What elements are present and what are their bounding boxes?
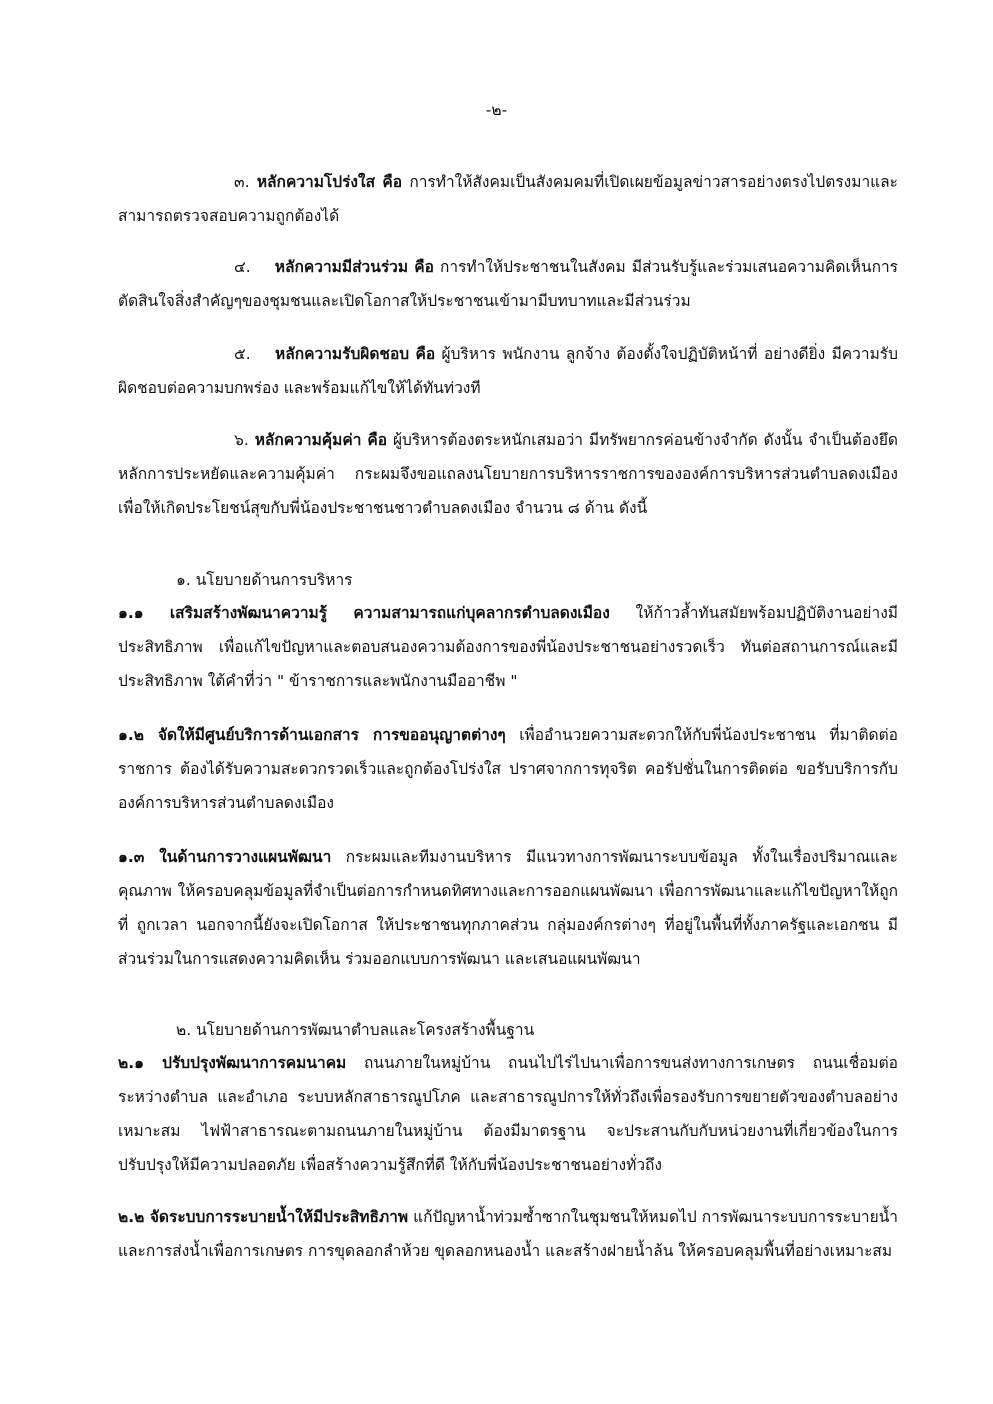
item-text: เพื่ออำนวยความสะดวกให้กับพี่น้องประชาชน ที่มาติดต่อราชการ ต้องได้รับความสะดวกรวดเร็วและถูกต้องโปร่งใส ปราศจากการทุจริต คอรัปชั่นในการติดต่อ ขอรับบริการกับองค์การบริหารส่วนตำบลดงเมือง: [118, 726, 898, 812]
item-title: ๒.๒ จัดระบบการระบายน้ำให้มีประสิทธิภาพ: [118, 1208, 409, 1226]
section-1-heading: ๑. นโยบายด้านการบริหาร: [176, 571, 353, 589]
section-2-item-2: [118, 1200, 898, 1268]
item-title: ๑.๒ จัดให้มีศูนย์บริการด้านเอกสาร การขออนุญาตต่างๆ: [118, 726, 506, 744]
section-2-heading: ๒. นโยบายด้านการพัฒนาตำบลและโครงสร้างพื้นฐาน: [176, 1021, 535, 1039]
principle-keyword: คือ: [367, 431, 388, 449]
principle-number: ๓.: [234, 173, 250, 191]
principle-number: ๕.: [234, 345, 251, 363]
principle-title: หลักความมีส่วนร่วม: [274, 258, 409, 276]
principle-text: ผู้บริหาร พนักงาน ลูกจ้าง ต้องตั้งใจปฏิบัติหน้าที่ อย่างดียิ่ง มีความรับผิดชอบต่อความบกพร่อง และพร้อมแก้ไขให้ได้ทันท่วงที: [118, 345, 898, 397]
section-1-item-1: [118, 596, 898, 698]
principle-text: การทำให้ประชาชนในสังคม มีส่วนรับรู้และร่วมเสนอความคิดเห็นการตัดสินใจสิ่งสำคัญๆของชุมชนและเปิดโอกาสให้ประชาชนเข้ามามีบทบาทและมีส่วนร่วม: [118, 258, 898, 310]
principle-number: ๔.: [234, 258, 251, 276]
principle-title: หลักความโปร่งใส: [256, 173, 376, 191]
principle-title: หลักความรับผิดชอบ: [275, 345, 410, 363]
principle-keyword: คือ: [382, 173, 403, 191]
principle-text: ผู้บริหารต้องตระหนักเสมอว่า มีทรัพยากรค่อนข้างจำกัด ดังนั้น จำเป็นต้องยึดหลักการประหยัดและความคุ้มค่า กระผมจึงขอแถลงนโยบายการบริหารราชการขององค์การบริหารส่วนตำบลดงเมือง เพื่อให้เกิดประโยชน์สุขกับพี่น้องประชาชนชาวตำบลดงเมือง จำนวน ๘ ด้าน ดังนี้: [118, 431, 898, 517]
section-1-item-3: [118, 840, 898, 976]
item-title: ๑.๓ ในด้านการวางแผนพัฒนา: [118, 848, 332, 866]
principle-4: [118, 250, 898, 318]
item-text: กระผมและทีมงานบริหาร มีแนวทางการพัฒนาระบบข้อมูล ทั้งในเรื่องปริมาณและคุณภาพ ให้ครอบคลุมข้อมูลที่จำเป็นต่อการกำหนดทิศทางและการออกแผนพัฒนา เพื่อการพัฒนาและแก้ไขปัญหาให้ถูกที่ ถูกเวลา นอกจากนี้ยังจะเปิดโอกาส ให้ประชาชนทุกภาคส่วน กลุ่มองค์กรต่างๆ ที่อยู่ในพื้นที่ทั้งภาครัฐและเอกชน มีส่วนร่วมในการแสดงความคิดเห็น ร่วมออกแบบการพัฒนา และเสนอแผนพัฒนา: [118, 848, 898, 968]
principle-title: หลักความคุ้มค่า: [254, 431, 362, 449]
principle-number: ๖.: [234, 431, 249, 449]
principle-6: [118, 423, 898, 525]
principle-5: [118, 337, 898, 405]
item-text: ให้ก้าวล้ำทันสมัยพร้อมปฏิบัติงานอย่างมีประสิทธิภาพ เพื่อแก้ไขปัญหาและตอบสนองความต้องการของพี่น้องประชาชนอย่างรวดเร็ว ทันต่อสถานการณ์และมีประสิทธิภาพ ใต้คำที่ว่า " ข้าราชการและพนักงานมืออาชีพ ": [118, 604, 898, 690]
principle-text: การทำให้สังคมเป็นสังคมคมที่เปิดเผยข้อมูลข่าวสารอย่างตรงไปตรงมาและสามารถตรวจสอบความถูกต้องได้: [118, 173, 898, 225]
principle-keyword: คือ: [414, 258, 434, 276]
section-2-item-1: [118, 1046, 898, 1182]
item-title: ๒.๑ ปรับปรุงพัฒนาการคมนาคม: [118, 1054, 347, 1072]
item-text: ถนนภายในหมู่บ้าน ถนนไปไร่ไปนาเพื่อการขนส่งทางการเกษตร ถนนเชื่อมต่อระหว่างตำบล และอำเภอ ระบบหลักสาธารณูปโภค และสาธารณูปการให้ทั่วถึงเพื่อรองรับการขยายตัวของตำบลอย่างเหมาะสม ไฟฟ้าสาธารณะตามถนนภายในหมู่บ้าน ต้องมีมาตรฐาน จะประสานกับกับหน่วยงานที่เกี่ยวข้องในการปรับปรุงให้มีความปลอดภัย เพื่อสร้างความรู้สึกที่ดี ให้กับพี่น้องประชาชนอย่างทั่วถึง: [118, 1054, 898, 1174]
principle-keyword: คือ: [415, 345, 436, 363]
item-title: ๑.๑ เสริมสร้างพัฒนาความรู้ ความสามารถแก่บุคลากรตำบลดงเมือง: [118, 604, 610, 622]
section-1-item-2: [118, 718, 898, 820]
principle-3: [118, 165, 898, 233]
item-text: แก้ปัญหาน้ำท่วมซ้ำซากในชุมชนให้หมดไป การพัฒนาระบบการระบายน้ำ และการส่งน้ำเพื่อการเกษตร การขุดลอกลำห้วย ขุดลอกหนองน้ำ และสร้างฝายน้ำล้น ให้ครอบคลุมพื้นที่อย่างเหมาะสม: [118, 1208, 898, 1260]
page-number: -๒-: [485, 101, 508, 119]
